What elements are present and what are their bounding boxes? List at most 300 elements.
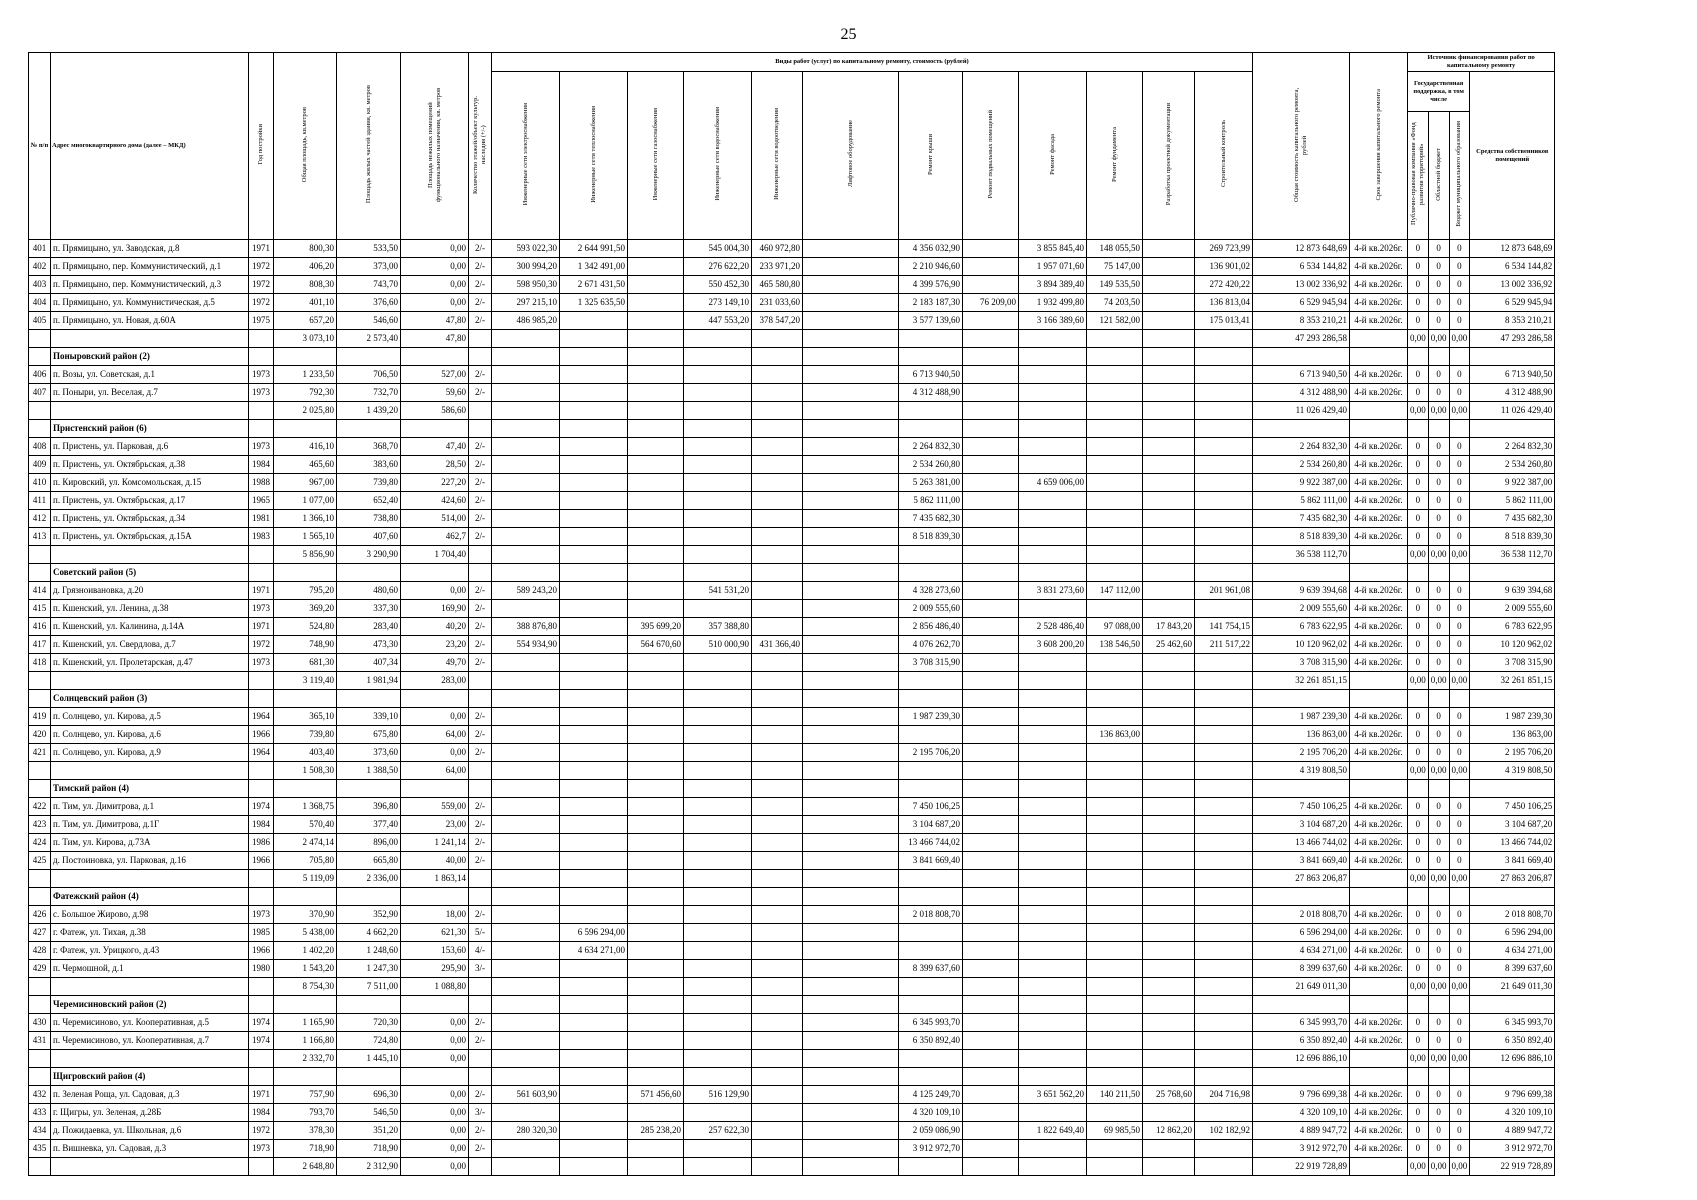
row-number: 435 [29,1140,51,1158]
row-year: 1974 [249,1014,274,1032]
row-work-roof: 6 713 940,50 [899,366,963,384]
row-work-foundation [1087,852,1143,870]
row-number: 416 [29,618,51,636]
empty-cell [628,564,684,582]
empty-cell [1350,762,1408,780]
empty-cell [469,996,492,1014]
row-floors: 2/- [469,636,492,654]
row-deadline: 4-й кв.2026г. [1350,960,1408,978]
empty-cell [249,348,274,366]
row-work-foundation [1087,384,1143,402]
row-total-cost: 8 353 210,21 [1253,312,1350,330]
row-owners: 6 529 945,94 [1470,294,1555,312]
table-row [29,294,1555,312]
row-fund: 0 [1408,744,1429,762]
row-deadline: 4-й кв.2026г. [1350,510,1408,528]
district-total-row [29,762,1555,780]
empty-cell [963,420,1019,438]
row-work-lift [803,834,899,852]
row-address: п. Пристень, ул. Октябрьская, д.38 [51,456,249,474]
row-work-construction-control: 211 517,22 [1195,636,1253,654]
row-municipal: 0 [1449,276,1470,294]
empty-cell [560,564,628,582]
empty-cell [1087,402,1143,420]
row-work-cold-water [684,438,752,456]
empty-cell [628,672,684,690]
row-work-elec [492,924,560,942]
row-area-total: 370,90 [274,906,337,924]
row-regional: 0 [1428,1122,1449,1140]
empty-cell [560,420,628,438]
row-floors: 2/- [469,600,492,618]
row-work-sewer: 378 547,20 [752,312,803,330]
empty-cell [963,330,1019,348]
empty-cell [752,978,803,996]
row-year: 1973 [249,654,274,672]
row-owners: 4 312 488,90 [1470,384,1555,402]
subtotal-municipal: 0,00 [1449,1050,1470,1068]
empty-cell [1408,690,1429,708]
empty-cell [752,888,803,906]
row-work-construction-control: 141 754,15 [1195,618,1253,636]
row-total-cost: 6 783 622,95 [1253,618,1350,636]
header-finance-group: Источник финансирования работ по капитальному ремонту [1408,53,1555,72]
row-work-lift [803,294,899,312]
row-deadline: 4-й кв.2026г. [1350,1140,1408,1158]
row-work-lift [803,366,899,384]
row-owners: 8 399 637,60 [1470,960,1555,978]
row-work-design-docs [1143,744,1195,762]
row-regional: 0 [1428,1104,1449,1122]
row-work-lift [803,1122,899,1140]
row-work-heat: 6 596 294,00 [560,924,628,942]
row-work-lift [803,852,899,870]
empty-cell [29,888,51,906]
row-area-total: 705,80 [274,852,337,870]
row-work-heat [560,1032,628,1050]
row-area-total: 369,20 [274,600,337,618]
row-work-facade [1019,906,1087,924]
empty-cell [899,780,963,798]
row-deadline: 4-й кв.2026г. [1350,240,1408,258]
empty-cell [628,402,684,420]
empty-cell [1087,330,1143,348]
row-deadline: 4-й кв.2026г. [1350,258,1408,276]
row-work-elec: 589 243,20 [492,582,560,600]
row-number: 429 [29,960,51,978]
row-owners: 9 796 699,38 [1470,1086,1555,1104]
row-work-construction-control [1195,726,1253,744]
row-work-basement [963,816,1019,834]
row-number: 428 [29,942,51,960]
row-total-cost: 6 596 294,00 [1253,924,1350,942]
row-deadline: 4-й кв.2026г. [1350,618,1408,636]
empty-cell [29,996,51,1014]
header-w-roof: Ремонт крыши [926,133,934,175]
district-total-row [29,1158,1555,1176]
row-deadline: 4-й кв.2026г. [1350,834,1408,852]
row-area-nonres: 0,00 [401,1014,469,1032]
row-area-total: 657,20 [274,312,337,330]
row-area-nonres: 0,00 [401,294,469,312]
row-work-basement [963,528,1019,546]
row-fund: 0 [1408,456,1429,474]
empty-cell [492,888,560,906]
row-work-basement [963,384,1019,402]
row-regional: 0 [1428,312,1449,330]
empty-cell [1087,1050,1143,1068]
row-work-construction-control [1195,510,1253,528]
row-work-heat: 1 342 491,00 [560,258,628,276]
row-deadline: 4-й кв.2026г. [1350,942,1408,960]
row-work-sewer [752,816,803,834]
empty-cell [1019,888,1087,906]
row-work-facade [1019,852,1087,870]
empty-cell [684,564,752,582]
empty-cell [249,888,274,906]
empty-cell [963,672,1019,690]
row-work-cold-water: 550 452,30 [684,276,752,294]
row-area-total: 793,70 [274,1104,337,1122]
row-work-elec [492,852,560,870]
empty-cell [1195,564,1253,582]
empty-cell [1350,888,1408,906]
empty-cell [1449,1068,1470,1086]
row-municipal: 0 [1449,294,1470,312]
row-work-roof: 4 356 032,90 [899,240,963,258]
empty-cell [469,1050,492,1068]
row-work-elec [492,528,560,546]
empty-cell [249,1068,274,1086]
row-regional: 0 [1428,366,1449,384]
row-work-facade [1019,528,1087,546]
district-header-row [29,996,1555,1014]
row-regional: 0 [1428,1014,1449,1032]
row-work-roof: 2 009 555,60 [899,600,963,618]
row-work-lift [803,258,899,276]
empty-cell [1195,996,1253,1014]
empty-cell [1019,1158,1087,1176]
row-number: 408 [29,438,51,456]
row-work-foundation [1087,798,1143,816]
row-floors: 2/- [469,798,492,816]
row-work-foundation [1087,708,1143,726]
row-number: 415 [29,600,51,618]
row-fund: 0 [1408,366,1429,384]
row-floors: 2/- [469,294,492,312]
empty-cell [899,546,963,564]
row-fund: 0 [1408,960,1429,978]
empty-cell [51,1050,249,1068]
empty-cell [752,564,803,582]
row-total-cost: 2 264 832,30 [1253,438,1350,456]
empty-cell [963,996,1019,1014]
row-owners: 7 435 682,30 [1470,510,1555,528]
empty-cell [963,870,1019,888]
empty-cell [469,330,492,348]
empty-cell [899,762,963,780]
empty-cell [249,690,274,708]
row-work-roof: 13 466 744,02 [899,834,963,852]
row-work-design-docs: 12 862,20 [1143,1122,1195,1140]
empty-cell [628,546,684,564]
table-row [29,906,1555,924]
subtotal-area-total: 8 754,30 [274,978,337,996]
empty-cell [1019,690,1087,708]
row-regional: 0 [1428,708,1449,726]
row-work-foundation [1087,492,1143,510]
row-work-elec [492,1104,560,1122]
row-year: 1966 [249,942,274,960]
row-work-basement [963,1104,1019,1122]
row-municipal: 0 [1449,924,1470,942]
row-fund: 0 [1408,312,1429,330]
subtotal-owners: 36 538 112,70 [1470,546,1555,564]
row-total-cost: 4 312 488,90 [1253,384,1350,402]
empty-cell [1195,762,1253,780]
empty-cell [51,546,249,564]
empty-cell [628,420,684,438]
header-f-owners: Средства собственников помещений [1470,72,1555,240]
row-number: 419 [29,708,51,726]
row-deadline: 4-й кв.2026г. [1350,492,1408,510]
subtotal-owners: 27 863 206,87 [1470,870,1555,888]
table-row [29,528,1555,546]
empty-cell [803,780,899,798]
row-work-design-docs [1143,456,1195,474]
row-fund: 0 [1408,294,1429,312]
subtotal-area-nonres: 64,00 [401,762,469,780]
empty-cell [899,690,963,708]
row-total-cost: 13 002 336,92 [1253,276,1350,294]
empty-cell [803,762,899,780]
row-work-elec: 486 985,20 [492,312,560,330]
empty-cell [1143,870,1195,888]
row-work-lift [803,816,899,834]
row-work-lift [803,1014,899,1032]
row-deadline: 4-й кв.2026г. [1350,798,1408,816]
row-number: 407 [29,384,51,402]
row-work-lift [803,600,899,618]
empty-cell [1143,690,1195,708]
row-municipal: 0 [1449,798,1470,816]
row-area-nonres: 47,80 [401,312,469,330]
row-total-cost: 12 873 648,69 [1253,240,1350,258]
row-work-elec: 561 603,90 [492,1086,560,1104]
row-year: 1986 [249,834,274,852]
row-deadline: 4-й кв.2026г. [1350,708,1408,726]
row-area-living: 376,60 [337,294,401,312]
row-fund: 0 [1408,618,1429,636]
empty-cell [684,780,752,798]
row-work-basement [963,1014,1019,1032]
empty-cell [1019,672,1087,690]
subtotal-municipal: 0,00 [1449,762,1470,780]
row-total-cost: 3 841 669,40 [1253,852,1350,870]
row-fund: 0 [1408,258,1429,276]
row-municipal: 0 [1449,816,1470,834]
empty-cell [560,690,628,708]
empty-cell [1470,420,1555,438]
row-area-living: 480,60 [337,582,401,600]
empty-cell [628,978,684,996]
empty-cell [1253,996,1350,1014]
row-work-roof: 2 183 187,30 [899,294,963,312]
empty-cell [1019,1050,1087,1068]
registry-table-wrapper [28,52,1555,1176]
empty-cell [752,996,803,1014]
table-row [29,366,1555,384]
row-municipal: 0 [1449,852,1470,870]
header-year: Год постройки [257,124,264,165]
empty-cell [1195,1158,1253,1176]
row-year: 1966 [249,726,274,744]
row-total-cost: 4 634 271,00 [1253,942,1350,960]
row-work-foundation [1087,438,1143,456]
table-row [29,276,1555,294]
row-number: 423 [29,816,51,834]
row-work-roof: 4 076 262,70 [899,636,963,654]
row-work-lift [803,240,899,258]
row-area-total: 416,10 [274,438,337,456]
row-deadline: 4-й кв.2026г. [1350,924,1408,942]
row-fund: 0 [1408,384,1429,402]
empty-cell [899,348,963,366]
empty-cell [899,672,963,690]
empty-cell [752,780,803,798]
row-work-sewer [752,654,803,672]
empty-cell [51,762,249,780]
header-works-group: Виды работ (услуг) по капитальному ремонту, стоимость (рублей) [492,53,1253,72]
row-work-basement [963,924,1019,942]
row-area-living: 396,80 [337,798,401,816]
row-year: 1973 [249,438,274,456]
row-work-lift [803,1086,899,1104]
row-address: п. Пристень, ул. Парковая, д.6 [51,438,249,456]
row-area-nonres: 28,50 [401,456,469,474]
header-w-cold-water: Инженерные сети водоснабжения [713,107,721,201]
row-work-sewer [752,726,803,744]
row-year: 1971 [249,582,274,600]
row-municipal: 0 [1449,834,1470,852]
row-work-roof: 8 518 839,30 [899,528,963,546]
row-fund: 0 [1408,438,1429,456]
empty-cell [684,1158,752,1176]
empty-cell [337,564,401,582]
empty-cell [684,1050,752,1068]
header-num: № п/п [29,53,51,240]
row-regional: 0 [1428,1086,1449,1104]
empty-cell [29,762,51,780]
empty-cell [899,1158,963,1176]
row-area-living: 533,50 [337,240,401,258]
row-work-cold-water: 257 622,30 [684,1122,752,1140]
empty-cell [684,1068,752,1086]
row-area-nonres: 0,00 [401,744,469,762]
row-work-heat [560,1014,628,1032]
row-work-design-docs [1143,816,1195,834]
row-work-heat [560,618,628,636]
row-work-cold-water [684,960,752,978]
row-total-cost: 9 639 394,68 [1253,582,1350,600]
row-work-construction-control [1195,384,1253,402]
district-header-row [29,888,1555,906]
row-work-elec [492,816,560,834]
row-work-sewer: 460 972,80 [752,240,803,258]
row-work-gas [628,798,684,816]
empty-cell [628,1050,684,1068]
empty-cell [1143,1158,1195,1176]
empty-cell [1019,996,1087,1014]
empty-cell [492,672,560,690]
empty-cell [249,330,274,348]
empty-cell [803,690,899,708]
row-work-elec [492,744,560,762]
row-deadline: 4-й кв.2026г. [1350,276,1408,294]
subtotal-area-nonres: 586,60 [401,402,469,420]
empty-cell [1143,546,1195,564]
row-work-lift [803,384,899,402]
table-row [29,1122,1555,1140]
row-year: 1974 [249,1032,274,1050]
row-area-total: 1 077,00 [274,492,337,510]
empty-cell [492,1050,560,1068]
row-work-foundation: 138 546,50 [1087,636,1143,654]
empty-cell [752,870,803,888]
row-number: 414 [29,582,51,600]
row-year: 1973 [249,384,274,402]
empty-cell [899,870,963,888]
row-work-elec [492,798,560,816]
empty-cell [29,564,51,582]
subtotal-regional: 0,00 [1428,330,1449,348]
header-w-heat: Инженерные сети теплоснабжения [589,105,597,203]
row-floors: 4/- [469,942,492,960]
row-work-cold-water [684,366,752,384]
empty-cell [1087,420,1143,438]
row-work-sewer [752,1014,803,1032]
row-work-lift [803,798,899,816]
district-name: Советский район (5) [51,564,249,582]
empty-cell [1350,1050,1408,1068]
empty-cell [1087,564,1143,582]
row-year: 1984 [249,456,274,474]
row-area-living: 337,30 [337,600,401,618]
empty-cell [337,420,401,438]
row-work-heat [560,456,628,474]
row-work-gas [628,942,684,960]
row-work-lift [803,474,899,492]
empty-cell [560,348,628,366]
row-work-foundation [1087,474,1143,492]
empty-cell [469,870,492,888]
row-municipal: 0 [1449,582,1470,600]
table-body [29,240,1555,1176]
subtotal-cost: 12 696 886,10 [1253,1050,1350,1068]
row-work-design-docs [1143,240,1195,258]
row-area-total: 792,30 [274,384,337,402]
empty-cell [274,888,337,906]
empty-cell [492,1068,560,1086]
subtotal-area-nonres: 1 704,40 [401,546,469,564]
row-year: 1973 [249,366,274,384]
empty-cell [1019,564,1087,582]
row-work-roof [899,726,963,744]
table-row [29,852,1555,870]
row-owners: 13 466 744,02 [1470,834,1555,852]
row-work-gas [628,1032,684,1050]
row-work-basement [963,852,1019,870]
